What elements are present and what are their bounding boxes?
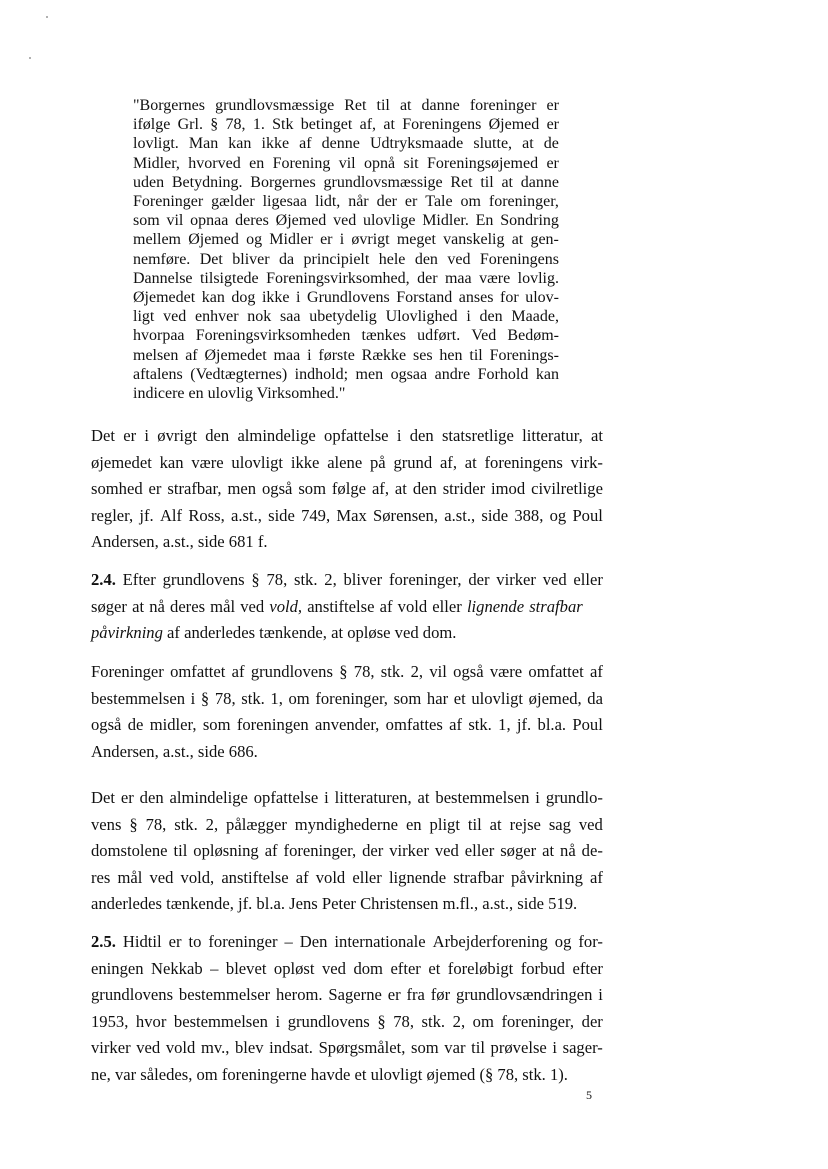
paragraph-line: 2.4. Efter grundlovens § 78, stk. 2, bliver foreninger, der virker ved eller [91, 570, 603, 589]
paragraph-line: Andersen, a.st., side 686. [91, 741, 258, 761]
paragraph-line: påvirkning af anderledes tænkende, at opløse ved dom. [91, 623, 457, 643]
quote-line: melsen af Øjemedet maa i første Række ses hen til Forenings- [133, 346, 559, 364]
quote-line: som vil opnaa deres Øjemed ved ulovlige Midler. En Sondring [133, 212, 559, 230]
paragraph-line: Det er den almindelige opfattelse i litteraturen, at bestemmelsen i grundlo- [91, 788, 603, 807]
scan-speck [46, 16, 48, 18]
paragraph-line: bestemmelsen i § 78, stk. 1, om foreninger, som har et ulovligt øjemed, da [91, 688, 603, 708]
page-number: 5 [586, 1088, 592, 1102]
paragraph-line: somhed er strafbar, men også som følge af, at den strider imod civilretlige [91, 479, 603, 499]
paragraph-line: Det er i øvrigt den almindelige opfattelse i den statsretlige litteratur, at [91, 426, 603, 445]
paragraph-line: eningen Nekkab – blevet opløst ved dom efter et foreløbigt forbud efter [91, 958, 603, 978]
scan-speck [29, 57, 31, 59]
quote-line: lovligt. Man kan ikke af denne Udtryksmaade slutte, at de [133, 135, 559, 153]
quote-line: aftalens (Vedtægternes) indhold; men ogsaa andre Forhold kan [133, 365, 559, 383]
paragraph-line: res mål ved vold, anstiftelse af vold eller lignende strafbar påvirkning af [91, 867, 603, 887]
quote-line: "Borgernes grundlovsmæssige Ret til at danne foreninger er [133, 97, 559, 114]
paragraph-line: anderledes tænkende, jf. bl.a. Jens Peter Christensen m.fl., a.st., side 519. [91, 894, 578, 914]
quote-line: Midler, hvorved en Forening vil opnå sit Foreningsøjemed er [133, 154, 559, 172]
quote-line: Øjemedet kan dog ikke i Grundlovens Forstand anses for ulov- [133, 289, 559, 306]
quote-line: mellem Øjemed og Midler er i øvrigt meget vanskelig at gen- [133, 231, 559, 249]
section-number: 2.5. [91, 932, 116, 951]
quote-line: uden Betydning. Borgernes grundlovsmæssige Ret til at danne [133, 173, 559, 191]
quote-line: hvorpaa Foreningsvirksomheden tænkes udført. Ved Bedøm- [133, 327, 559, 345]
paragraph-line: vens § 78, stk. 2, pålægger myndighederne en pligt til at rejse sag ved [91, 814, 603, 834]
quote-line: ifølge Grl. § 78, 1. Stk betinget af, at Foreningens Øjemed er [133, 116, 559, 134]
paragraph-line: Andersen, a.st., side 681 f. [91, 532, 268, 552]
paragraph-line: Foreninger omfattet af grundlovens § 78, stk. 2, vil også være omfattet af [91, 662, 603, 681]
paragraph-line: ne, var således, om foreningerne havde et ulovligt øjemed (§ 78, stk. 1). [91, 1065, 568, 1084]
paragraph-line: grundlovens bestemmelser herom. Sagerne er fra før grundlovsændringen i [91, 985, 603, 1005]
paragraph-line: regler, jf. Alf Ross, a.st., side 749, Max Sørensen, a.st., side 388, og Poul [91, 505, 603, 525]
paragraph-line: øjemedet kan være ulovligt ikke alene på grund af, at foreningens virk- [91, 452, 603, 472]
paragraph-line: 2.5. Hidtil er to foreninger – Den internationale Arbejderforening og for- [91, 932, 603, 951]
paragraph-line: virker ved vold mv., blev indsat. Spørgsmålet, som var til prøvelse i sager- [91, 1038, 603, 1058]
paragraph-line: domstolene til opløsning af foreninger, der virker ved eller søger at nå de- [91, 841, 603, 861]
paragraph-line: 1953, hvor bestemmelsen i grundlovens § 78, stk. 2, om foreninger, der [91, 1011, 603, 1031]
paragraph-line: også de midler, som foreningen anvender, omfattes af stk. 1, jf. bl.a. Poul [91, 715, 603, 735]
quote-line: nemføre. Det bliver da principielt hele den ved Foreningens [133, 250, 559, 268]
quote-line: Dannelse tilsigtede Foreningsvirksomhed, der maa være lovlig. [133, 269, 559, 287]
quote-line: indicere en ulovlig Virksomhed." [133, 385, 346, 402]
section-number: 2.4. [91, 570, 116, 589]
paragraph-line: søger at nå deres mål ved vold, anstiftelse af vold eller lignende strafbar [91, 596, 583, 616]
quote-line: ligt ved enhver nok saa ubetydelig Ulovlighed i den Maade, [133, 308, 559, 326]
quote-line: Foreninger gælder ligesaa lidt, når der er Tale om foreninger, [133, 193, 559, 210]
